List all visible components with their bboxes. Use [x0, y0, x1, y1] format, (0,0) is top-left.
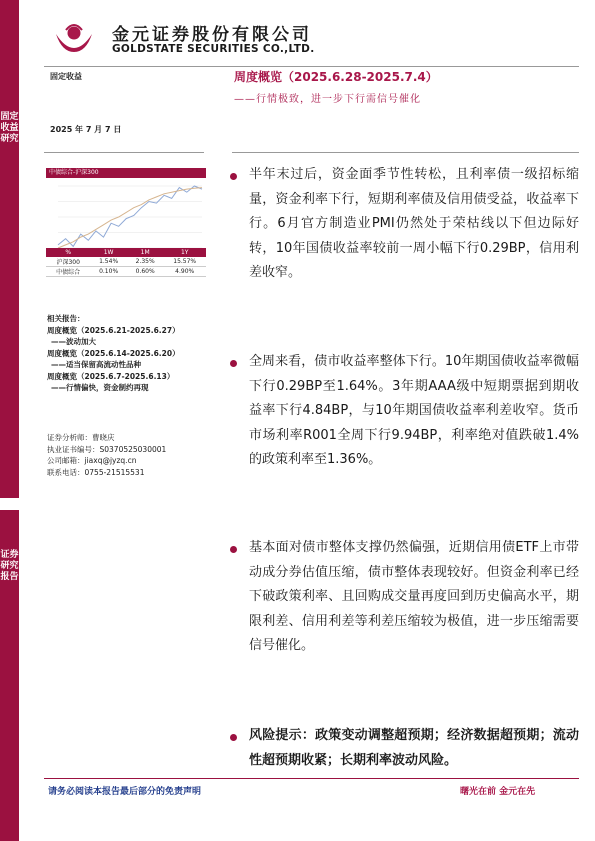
- related-report-sub: ——行情偏快，资金制约再现: [51, 383, 149, 392]
- bullet-icon: [230, 546, 237, 553]
- table-cell: 中债综合: [56, 269, 81, 276]
- bullet-icon: [230, 734, 237, 741]
- company-slogan: 曙光在前 金元在先: [460, 787, 536, 797]
- table-row: [46, 257, 206, 267]
- disclaimer-note: 请务必阅读本报告最后部分的免责声明: [48, 787, 202, 797]
- company-name-cn: 金元证券股份有限公司: [112, 25, 312, 45]
- table-cell: 0.60%: [135, 268, 155, 275]
- bullet-paragraph: 半年末过后，资金面季节性转松，且利率债一级招标缩量，资金利率下行，短期利率债及信用债受益，收益率下行。6月官方制造业PMI仍然处于荣枯线以下但边际好转，10年国债收益率较前一周小幅下行0.29BP，信用利差收窄。: [249, 167, 579, 280]
- sidebar-top-label: 固定收益研究: [0, 112, 19, 144]
- table-cell: 1.54%: [99, 258, 119, 265]
- left-column-rule: [44, 152, 204, 153]
- related-report-title[interactable]: 周度概览（2025.6.21-2025.6.27）: [47, 325, 180, 335]
- report-title: 周度概览（2025.6.28-2025.7.4）: [234, 70, 438, 84]
- performance-table: [46, 248, 206, 277]
- risk-warning: 风险提示：政策变动调整超预期；经济数据超预期；流动性超预期收紧；长期利率波动风险。: [249, 728, 579, 768]
- chart-header: 中债综合-沪深300: [46, 168, 206, 178]
- table-cell: 沪深300: [56, 259, 80, 266]
- company-name-en: GOLDSTATE SECURITIES CO.,LTD.: [112, 43, 315, 55]
- bullet-icon: [230, 360, 237, 367]
- analyst-email[interactable]: 公司邮箱：jiaxq@jyzq.cn: [47, 456, 137, 465]
- bullet-icon: [230, 173, 237, 180]
- chart-series-line-1: [58, 188, 202, 248]
- table-header-row: [46, 248, 206, 257]
- related-report-title[interactable]: 周度概览（2025.6.14-2025.6.20）: [47, 348, 180, 358]
- table-header-cell: 1Y: [180, 249, 189, 256]
- table-header-cell: %: [65, 249, 72, 256]
- sidebar-bottom-label: 证券研究报告: [0, 550, 19, 582]
- table-row: [46, 267, 206, 277]
- related-report-sub: ——适当保留高流动性品种: [51, 360, 141, 369]
- report-date: 2025 年 7 月 7 日: [50, 125, 122, 134]
- related-report-title[interactable]: 周度概览（2025.6.7-2025.6.13）: [47, 371, 175, 381]
- table-cell: 2.35%: [135, 258, 155, 265]
- table-cell: 0.10%: [99, 268, 119, 275]
- right-column-rule: [232, 152, 579, 153]
- chart-plot: [46, 180, 206, 258]
- report-subtitle: ——行情极致，进一步下行需信号催化: [234, 94, 421, 105]
- header-rule: [44, 66, 579, 67]
- bullet-paragraph: 基本面对债市整体支撑仍然偏强，近期信用债ETF上市带动成分券估值压缩，债市整体表现较好。但资金利率已经下破政策利率、且回购成交量再度回到历史偏高水平，期限利差、信用利差等利差压缩较为极值，进一步压缩需要信号催化。: [249, 540, 579, 653]
- analyst-info: [47, 432, 166, 478]
- sidebar-top-band: [0, 0, 19, 498]
- analyst-name: 证券分析师：曹晓庆: [47, 433, 115, 442]
- related-reports: [47, 313, 180, 394]
- bullet-paragraph: 全周来看，债市收益率整体下行。10年期国债收益率微幅下行0.29BP至1.64%。3年期AAA级中短期票据到期收益率下行4.84BP，与10年期国债收益率利差收窄。货币市场利率R001全周下行9.94BP，利率绝对值跌破1.4%的政策利率至1.36%。: [249, 354, 579, 467]
- table-cell: 15.57%: [173, 258, 197, 265]
- company-logo-icon: [52, 22, 96, 56]
- report-category: 固定收益: [50, 72, 82, 81]
- table-header-cell: 1W: [103, 249, 114, 256]
- table-cell: 4.90%: [175, 268, 195, 275]
- analyst-phone: 联系电话：0755-21515531: [47, 467, 145, 477]
- related-report-sub: ——波动加大: [51, 337, 96, 346]
- table-header-cell: 1M: [140, 249, 150, 256]
- footer-rule: [44, 778, 579, 779]
- analyst-license: 执业证书编号：S0370525030001: [47, 444, 167, 454]
- related-reports-heading: 相关报告：: [47, 314, 85, 323]
